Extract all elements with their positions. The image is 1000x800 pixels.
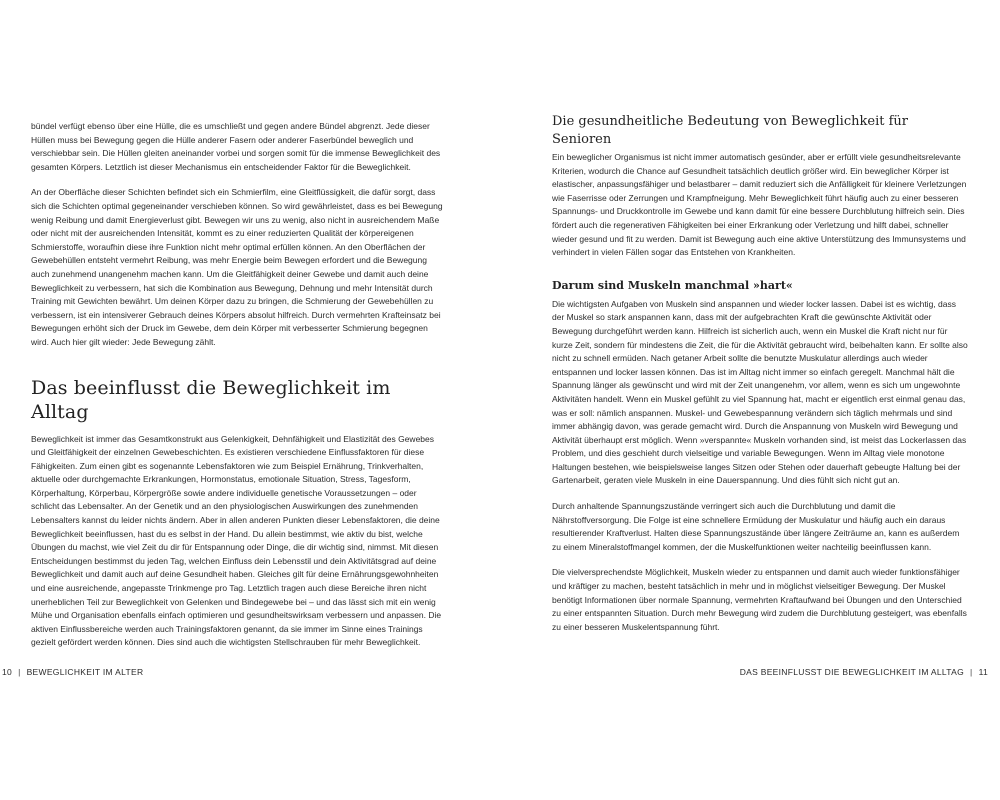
body-paragraph: bündel verfügt ebenso über eine Hülle, die es umschließt und gegen andere Bündel abgrenzt. Jede dieser Hüllen muss bei Bewegung gegen die Hülle anderer Fasern oder anderer Faserbündel beweglich und verschiebbar sein. Die Hüllen gleiten aneinander vorbei und sorgen somit für die immense Beweglichkeit des gesamten Körpers. Letztlich ist dieser Mechanismus ein entscheidender Faktor für die Beweglichkeit. <box>31 121 441 172</box>
section-heading: Die gesundheitliche Bedeutung von Beweglichkeit für Senioren <box>552 114 908 147</box>
right-page <box>500 0 1000 800</box>
body-paragraph: Die vielversprechendste Möglichkeit, Muskeln wieder zu entspannen und damit auch wieder funktionsfähiger und kräftiger zu machen, besteht tatsächlich in mehr und in möglichst vielseitiger Bewegung. Der Muskel benötigt Informationen über normale Spannung, vermehrten Kraftaufwand bei Übungen und den Unterschied zu einer entspannten Situation. Durch mehr Bewegung wird zudem die Durchblutung gesteigert, was ebenfalls zu einer besseren Muskelentspannung führt. <box>552 567 967 632</box>
footer-separator: | <box>18 667 21 677</box>
running-header: DAS BEEINFLUSST DIE BEWEGLICHKEIT IM ALLTAG <box>739 667 965 677</box>
page-number: 10 <box>2 667 13 677</box>
section-heading: Das beeinflusst die Beweglichkeit im Alltag <box>31 376 391 423</box>
body-paragraph: Durch anhaltende Spannungszustände verringert sich auch die Durchblutung und damit die Nährstoffversorgung. Die Folge ist eine schnellere Ermüdung der Muskulatur und häufig auch ein daraus resultierender Kraftverlust. Halten diese Spannungszustände über längere Zeiträume an, kann es außerdem zu einem Mineralstoffmangel kommen, der die Muskelfunktionen weiter nachteilig beeinflussen kann. <box>552 501 960 552</box>
subsection-heading: Darum sind Muskeln manchmal »hart« <box>552 278 793 292</box>
body-paragraph: An der Oberfläche dieser Schichten befindet sich ein Schmierfilm, eine Gleitflüssigkeit, die dafür sorgt, dass sich die Schichten optimal gegeneinander verschieben können. So wird gewährleistet, dass es bei Bewegung wenig Reibung und damit Energieverlust gibt. Bewegen wir uns zu wenig, also nicht in ausreichendem Maße oder nicht mit der ausreichenden Intensität, kommt es zu einer reduzierten Qualität der körpereigenen Schmierstoffe, woraufhin diese ihre Funktion nicht mehr optimal erfüllen können. An den Oberflächen der Gewebehüllen entsteht vermehrt Reibung, was mehr Energie beim Bewegen erfordert und die Bewegung auch zunehmend unangenehm machen kann. Um die Gleitfähigkeit deiner Gewebe und damit auch deine Beweglichkeit zu verbessern, hat sich die Kombination aus Bewegung, Dehnung und mehr Intensität durch Training mit Gewichten bewährt. Um deinen Körper dazu zu bringen, die Schmierung der Gewebehüllen zu verbessern, ist ein intensiverer Gebrauch deines Körpers absolut hilfreich. Durch vermehrten Krafteinsatz bei Bewegungen erhöht sich der Druck im Gewebe, dem dein Körper mit verbesserter Schmierung begegnen wird. Auch hier gilt wieder: Jede Bewegung zählt. <box>31 187 443 347</box>
footer-separator: | <box>970 667 973 677</box>
running-header: BEWEGLICHKEIT IM ALTER <box>26 667 144 677</box>
body-paragraph: Beweglichkeit ist immer das Gesamtkonstrukt aus Gelenkigkeit, Dehnfähigkeit und Elastizität des Gewebes und Gleitfähigkeit der einzelnen Gewebeschichten. Es existieren verschiedene Einflussfaktoren für diese Fähigkeiten. Zum einen gibt es sogenannte Lebensfaktoren wie zum Beispiel Ernährung, Trinkverhalten, aktuelle oder durchgemachte Erkrankungen, Hormonstatus, emotionale Situation, Stress, Tagesform, Körperhaltung, Körperbau, Körpergröße sowie andere individuelle genetische Voraussetzungen – oder schlicht das Lebensalter. An der Genetik und an den physiologischen Auswirkungen des zunehmenden Lebensalters kannst du leider nichts ändern. Aber in allen anderen Punkten dieser Lebensfaktoren, die deine Beweglichkeit beeinflussen, hast du es selbst in der Hand. Du allein bestimmst, wie aktiv du bist, welche Übungen du machst, wie viel Zeit du dir für Entspannung oder Dinge, die dir wichtig sind, nimmst. Mit diesen Entscheidungen bestimmst du jeden Tag, welchen Einfluss dein Lebensstil und dein Aktivitätsgrad auf deine Beweglichkeit und damit auch auf deine Gesundheit haben. Gleiches gilt für deine Ernährungsgewohnheiten und eine ausreichende, angepasste Trinkmenge pro Tag. Letztlich tragen auch diese Bereiche ihren nicht unerheblichen Teil zur Beweglichkeit von Gelenken und Bindegewebe bei – und das lässt sich mit ein wenig Mühe und Organisation ebenfalls einfach optimieren und gesundheitswirksam verbessern und anpassen. Die aktiven Einflussbereiche werden auch Trainingsfaktoren genannt, da sie immer im Sinne eines Trainings gezielt gefördert werden können. Dies sind auch die wichtigsten Stellschrauben für mehr Beweglichkeit. <box>31 433 442 648</box>
body-paragraph: Die wichtigsten Aufgaben von Muskeln sind anspannen und wieder locker lassen. Dabei ist es wichtig, dass der Muskel so stark anspannen kann, dass mit der aufgebrachten Kraft die gewünschte Aktivität oder Bewegung durchgeführt werden kann. Hilfreich ist sicherlich auch, wenn ein Muskel die Kraft nicht nur für kurze Zeit, sondern für mindestens die Zeit, die für die Aktivität gebraucht wird, beibehalten kann. Er sollte also nicht zu schnell ermüden. Nach getaner Arbeit sollte die benutzte Muskulatur allerdings auch wieder entspannen und locker lassen können. Das ist im Alltag nicht immer so einfach geregelt. Manchmal hält die Spannung länger als gewünscht und wird mit der Zeit unangenehm, vor allem, wenn es sich um ungewohnte Aktivitäten handelt. Wenn ein Muskel gefühlt zu viel Spannung hat, macht er eigentlich erst einmal genau das, was er soll: nämlich anspannen. Muskel- und Gewebespannung verändern sich täglich mehrmals und sind immer abhängig davon, was gerade gemacht wird. Durch die Anspannung von Muskeln wird Bewegung und Aktivität überhaupt erst möglich. Wenn »verspannte« Muskeln vorhanden sind, ist meist das Lockerlassen das Problem, und dies geschieht durch vielseitige und variable Bewegungen. Wenn im Alltag viele monotone Haltungen bestehen, wie beispielsweise langes Sitzen oder Stehen oder dauerhaft gebeugte Haltung bei der Gartenarbeit, geraten viele Muskeln in eine Dauerspannung. Und dies fühlt sich nicht gut an. <box>552 298 968 486</box>
body-paragraph: Ein beweglicher Organismus ist nicht immer automatisch gesünder, aber er erfüllt viele gesundheitsrelevante Kriterien, wodurch die Chance auf Gesundheit tatsächlich deutlich größer wird. Ein beweglicher Körper ist elastischer, anpassungsfähiger und belastbarer – damit reduziert sich die Anfälligkeit für kleinere Verletzungen wie Faserrisse oder Zerrungen und Krampfneigung. Mehr Beweglichkeit führt häufig auch zu einer besseren Spannungs- und Druckkontrolle im Gewebe und kann damit für eine bessere Durchblutung hilfreich sein. Dies fördert auch die regenerativen Fähigkeiten bei einer Erkrankung oder Verletzung und hilft dabei, schneller wieder gesund und fit zu werden. Damit ist Bewegung auch eine aktive Unterstützung des Immunsystems und verhindert in vielen Fällen sogar das Entstehen von Krankheiten. <box>552 152 967 258</box>
page-number: 11 <box>978 667 988 677</box>
page-footer-left <box>2 667 143 677</box>
page-footer-right <box>740 667 988 677</box>
right-text-column <box>552 113 970 646</box>
left-text-column <box>31 120 443 662</box>
